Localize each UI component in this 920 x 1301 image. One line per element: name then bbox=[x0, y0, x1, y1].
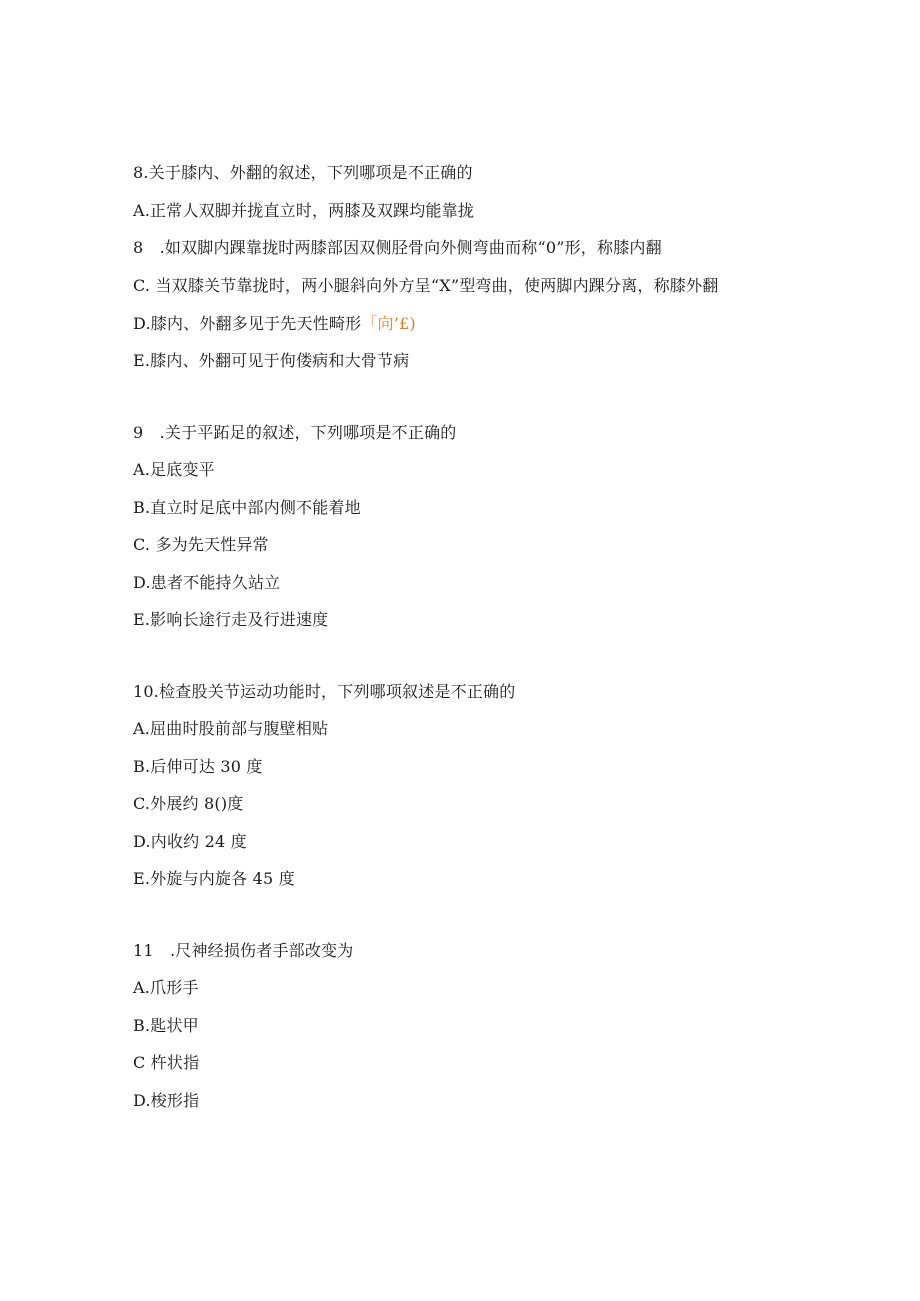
question-8-option-d: D.膝内、外翻多见于先天性畸形 bbox=[133, 314, 362, 333]
question-8-option-d-row bbox=[133, 313, 416, 335]
question-8-option-a: A.正常人双脚并拢直立时，两膝及双踝均能靠拢 bbox=[133, 201, 475, 220]
question-11-option-b: B.匙状甲 bbox=[133, 1016, 199, 1035]
question-8-option-e: E.膝内、外翻可见于佝偻病和大骨节病 bbox=[133, 351, 410, 370]
question-8-option-c: C. 当双膝关节靠拢时，两小腿斜向外方呈“X”型弯曲，使两脚内踝分离，称膝外翻 bbox=[133, 276, 719, 295]
question-10-option-e: E.外旋与内旋各 45 度 bbox=[133, 869, 295, 888]
question-9-option-e: E.影响长途行走及行进速度 bbox=[133, 610, 329, 629]
question-9-option-d: D.患者不能持久站立 bbox=[133, 573, 281, 592]
question-10-option-b: B.后伸可达 30 度 bbox=[133, 757, 263, 776]
question-11-option-c: C 杵状指 bbox=[133, 1053, 200, 1072]
question-9-option-b: B.直立时足底中部内侧不能着地 bbox=[133, 498, 361, 517]
question-11-option-d: D.梭形指 bbox=[133, 1091, 200, 1110]
question-10-option-a: A.屈曲时股前部与腹壁相贴 bbox=[133, 719, 329, 738]
question-9-option-c: C. 多为先天性异常 bbox=[133, 535, 269, 554]
question-9-option-a: A.足底变平 bbox=[133, 460, 215, 479]
question-11-stem: 11 .尺神经损伤者手部改变为 bbox=[133, 941, 354, 960]
question-8-annotation: 「向’£) bbox=[361, 314, 416, 333]
question-10-option-c: C.外展约 8()度 bbox=[133, 794, 244, 813]
question-9-stem: 9 .关于平跖足的叙述，下列哪项是不正确的 bbox=[133, 423, 457, 442]
question-10-option-d: D.内收约 24 度 bbox=[133, 832, 247, 851]
question-10-stem: 10.检查股关节运动功能时，下列哪项叙述是不正确的 bbox=[133, 682, 516, 701]
question-11-option-a: A.爪形手 bbox=[133, 978, 199, 997]
question-8-option-b: 8 .如双脚内踝靠拢时两膝部因双侧胫骨向外侧弯曲而称“0”形，称膝内翻 bbox=[133, 238, 662, 257]
question-8-stem: 8.关于膝内、外翻的叙述，下列哪项是不正确的 bbox=[133, 163, 473, 182]
